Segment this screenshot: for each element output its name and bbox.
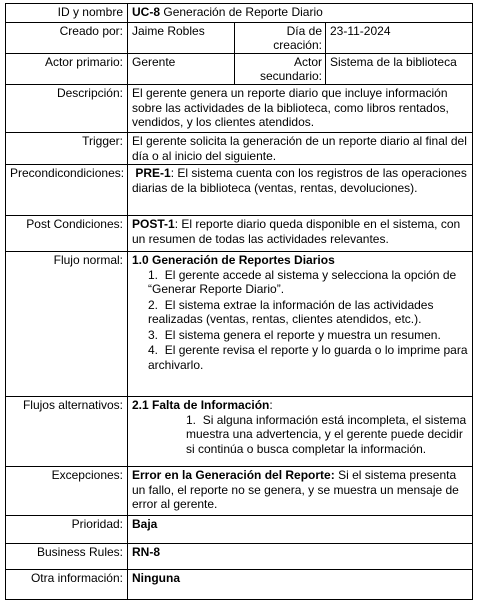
trigger-label: Trigger: <box>6 133 128 165</box>
exception-text: Si el sistema presenta un fallo, el reporte no se genera, y se muestra un mensaje de error al gerente. <box>132 468 459 511</box>
row-priority <box>6 516 473 544</box>
normal-flow-label: Flujo normal: <box>6 252 128 397</box>
precondition-text: : El sistema cuenta con los registros de las operaciones diarias de la biblioteca (ventas, rentas, devoluciones). <box>132 166 467 195</box>
normal-flow-step <box>132 268 469 297</box>
row-postconditions <box>6 216 473 252</box>
step-number: 3. <box>148 327 159 342</box>
other-info-label: Otra información: <box>6 570 128 600</box>
exceptions-value <box>128 467 473 516</box>
alt-step-number: 1. <box>186 412 197 427</box>
precondition-code: PRE-1 <box>135 166 171 180</box>
use-case-table <box>5 3 473 600</box>
priority-value: Baja <box>128 516 473 544</box>
date-label: Día de creación: <box>235 23 326 54</box>
step-text: El sistema genera el reporte y muestra un resumen. <box>164 327 441 342</box>
created-by-label: Creado por: <box>6 23 128 54</box>
secondary-actor-label: Actor secundario: <box>235 54 326 85</box>
business-rules-label: Business Rules: <box>6 544 128 570</box>
date-value: 23-11-2024 <box>326 23 473 54</box>
step-number: 2. <box>148 297 159 312</box>
postconditions-label: Post Condiciones: <box>6 216 128 252</box>
primary-actor-value: Gerente <box>128 54 235 85</box>
normal-flow-step <box>132 298 469 327</box>
postconditions-value <box>128 216 473 252</box>
id-name: Generación de Reporte Diario <box>163 5 323 19</box>
business-rules-value: RN-8 <box>128 544 473 570</box>
alt-flow-value <box>128 397 473 467</box>
normal-flow-step <box>132 343 469 372</box>
step-text: El gerente revisa el reporte y lo guarda o lo imprime para archivarlo. <box>148 343 468 372</box>
row-actors <box>6 54 473 85</box>
preconditions-label: Precondicondiciones: <box>6 165 128 216</box>
step-number: 1. <box>148 267 159 282</box>
alt-flow-title: 2.1 Falta de Información <box>132 398 270 412</box>
id-value <box>128 4 473 23</box>
row-alt-flow <box>6 397 473 467</box>
description-value: El gerente genera un reporte diario que incluye información sobre las actividades de la biblioteca, como libros rentados, vendidos, y los clientes atendidos. <box>128 85 473 133</box>
step-text: El sistema extrae la información de las actividades realizadas (ventas, rentas, clientes atendidos, etc.). <box>148 297 434 326</box>
priority-label: Prioridad: <box>6 516 128 544</box>
row-business-rules <box>6 544 473 570</box>
row-id <box>6 4 473 23</box>
postcondition-text: : El reporte diario queda disponible en el sistema, con un resumen de todas las actividades relevantes. <box>132 217 461 246</box>
alt-flow-step <box>132 413 469 457</box>
row-preconditions <box>6 165 473 216</box>
step-number: 4. <box>148 343 159 357</box>
other-info-value: Ninguna <box>128 570 473 600</box>
created-by-value: Jaime Robles <box>128 23 235 54</box>
preconditions-value <box>128 165 473 216</box>
primary-actor-label: Actor primario: <box>6 54 128 85</box>
exceptions-label: Excepciones: <box>6 467 128 516</box>
normal-flow-value <box>128 252 473 397</box>
row-description <box>6 85 473 133</box>
row-exceptions <box>6 467 473 516</box>
trigger-value: El gerente solicita la generación de un reporte diario al final del día o al inicio del siguiente. <box>128 133 473 165</box>
exception-title: Error en la Generación del Reporte: <box>132 468 335 482</box>
id-code: UC-8 <box>132 5 161 19</box>
alt-flow-title-suffix: : <box>269 398 273 412</box>
id-label: ID y nombre <box>6 4 128 23</box>
postcondition-code: POST-1 <box>132 217 175 231</box>
row-normal-flow <box>6 252 473 397</box>
alt-step-text: Si alguna información está incompleta, el sistema muestra una advertencia, y el gerente puede decidir si continúa o busca completar la información. <box>186 412 467 456</box>
row-trigger <box>6 133 473 165</box>
description-label: Descripción: <box>6 85 128 133</box>
row-other-info <box>6 570 473 600</box>
alt-flow-heading <box>132 398 469 413</box>
use-case-document <box>5 3 472 597</box>
normal-flow-title: 1.0 Generación de Reportes Diarios <box>132 253 335 267</box>
step-text: El gerente accede al sistema y selecciona la opción de “Generar Reporte Diario”. <box>148 267 457 296</box>
normal-flow-step <box>132 328 469 343</box>
alt-flow-label: Flujos alternativos: <box>6 397 128 467</box>
row-created <box>6 23 473 54</box>
secondary-actor-value: Sistema de la biblioteca <box>326 54 473 85</box>
